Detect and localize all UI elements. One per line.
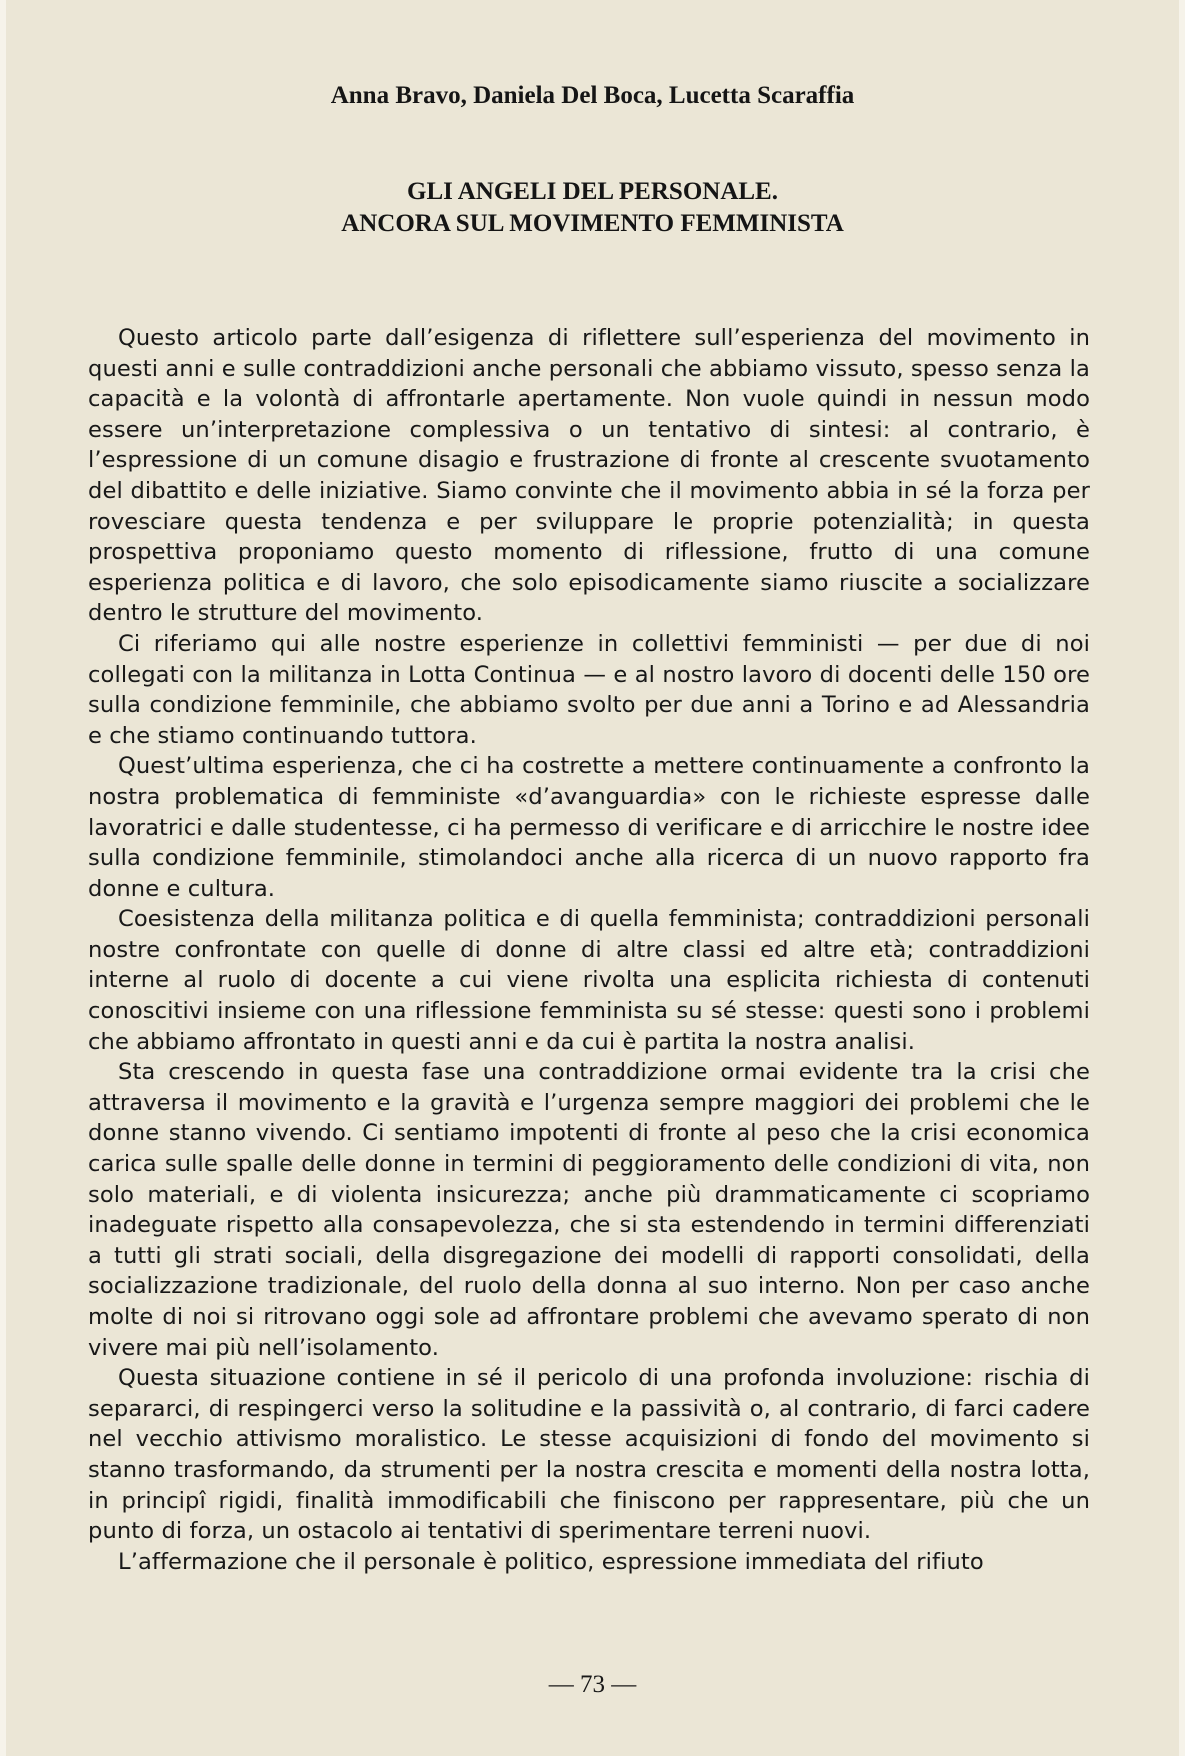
article-title xyxy=(6,176,1179,240)
authors: Anna Bravo, Daniela Del Boca, Lucetta Scaraffia xyxy=(330,82,855,109)
paragraph: Sta crescendo in questa fase una contraddizione ormai evidente tra la crisi che attraversa il movimento e la gravità e l’urgenza sempre maggiori dei problemi che le donne stanno vivendo. Ci sentiamo impotenti di fronte al peso che la crisi economica carica sulle spalle delle donne in termini di peggioramento delle condizioni di vita, non solo materiali, e di violenta insicurezza; anche più drammaticamente ci scopriamo inadeguate rispetto alla consapevolezza, che si sta estendendo in termini differenziati a tutti gli strati sociali, della disgregazione dei modelli di rapporti consolidati, della socializzazione tradizionale, del ruolo della donna al suo interno. Non per caso anche molte di noi si ritrovano oggi sole ad affrontare problemi che avevamo sperato di non vivere mai più nell’isolamento. xyxy=(88,1059,1090,1361)
article-body xyxy=(88,323,1090,1577)
title-line-2: ANCORA SUL MOVIMENTO FEMMINISTA xyxy=(341,210,844,237)
paragraph: Ci riferiamo qui alle nostre esperienze in collettivi femministi — per due di noi collegati con la militanza in Lotta Continua — e al nostro lavoro di docenti delle 150 ore sulla condizione femminile, che abbiamo svolto per due anni a Torino e ad Alessandria e che stiamo continuando tuttora. xyxy=(88,630,1090,749)
title-line-1: GLI ANGELI DEL PERSONALE. xyxy=(407,178,778,205)
paragraph: Questa situazione contiene in sé il pericolo di una profonda involuzione: rischia di separarci, di respingerci verso la solitudine e la passività o, al contrario, di farci cadere nel vecchio attivismo moralistico. Le stesse acquisizioni di fondo del movimento si stanno trasformando, da strumenti per la nostra crescita e momenti della nostra lotta, in principî rigidi, finalità immodificabili che finiscono per rappresentare, più che un punto di forza, un ostacolo ai tentativi di sperimentare terreni nuovi. xyxy=(88,1365,1090,1545)
paragraph: Quest’ultima esperienza, che ci ha costrette a mettere continuamente a confronto la nostra problematica di femministe «d’avanguardia» con le richieste espresse dalle lavoratrici e dalle studentesse, ci ha permesso di verificare e di arricchire le nostre idee sulla condizione femminile, stimolandoci anche alla ricerca di un nuovo rapporto fra donne e cultura. xyxy=(88,753,1090,902)
paragraph: Questo articolo parte dall’esigenza di riflettere sull’esperienza del movimento in questi anni e sulle contraddizioni anche personali che abbiamo vissuto, spesso senza la capacità e la volontà di affrontarle apertamente. Non vuole quindi in nessun modo essere un’interpretazione complessiva o un tentativo di sintesi: al contrario, è l’espressione di un comune disagio e frustrazione di fronte al crescente svuotamento del dibattito e delle iniziative. Siamo convinte che il movimento abbia in sé la forza per rovesciare questa tendenza e per sviluppare le proprie potenzialità; in questa prospettiva proponiamo questo momento di riflessione, frutto di una comune esperienza politica e di lavoro, che solo episodicamente siamo riuscite a socializzare dentro le strutture del movimento. xyxy=(88,325,1090,627)
page-number: — 73 — xyxy=(548,1671,637,1698)
paragraph: Coesistenza della militanza politica e di quella femminista; contraddizioni personali nostre confrontate con quelle di donne di altre classi ed altre età; contraddizioni interne al ruolo di docente a cui viene rivolta una esplicita richiesta di contenuti conoscitivi insieme con una riflessione femminista su sé stesse: questi sono i problemi che abbiamo affrontato in questi anni e da cui è partita la nostra analisi. xyxy=(88,906,1090,1055)
paragraph: L’affermazione che il personale è politico, espressione immediata del rifiuto xyxy=(118,1548,984,1575)
